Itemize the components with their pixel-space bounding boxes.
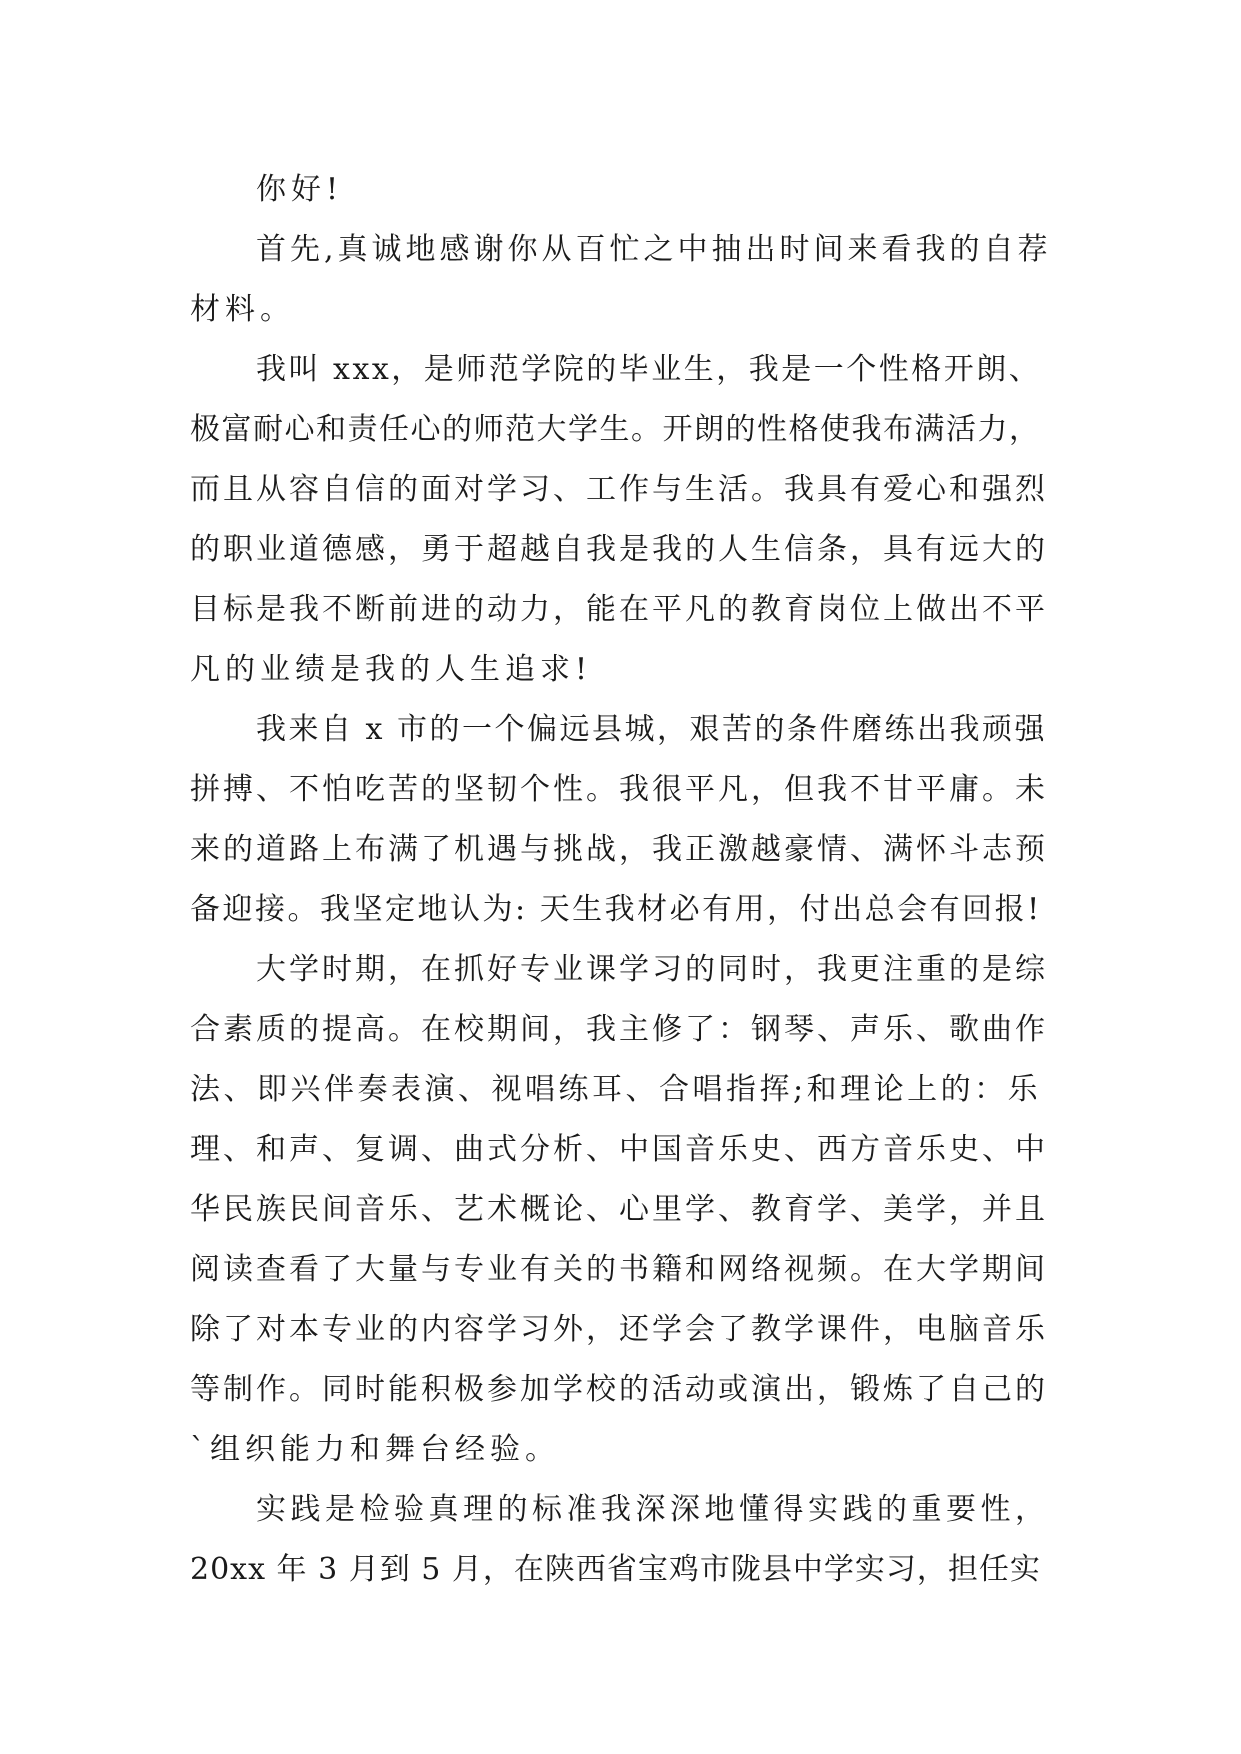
document-line: 来的道路上布满了机遇与挑战，我正激越豪情、满怀斗志预 bbox=[190, 832, 1048, 867]
document-line: 首先,真诚地感谢你从百忙之中抽出时间来看我的自荐 bbox=[256, 232, 1052, 267]
document-line: 华民族民间音乐、艺术概论、心里学、教育学、美学，并且 bbox=[190, 1192, 1048, 1227]
document-line: 你好! bbox=[256, 172, 344, 207]
document-line: 除了对本专业的内容学习外，还学会了教学课件，电脑音乐 bbox=[190, 1312, 1048, 1347]
document-line: 我叫 xxx，是师范学院的毕业生，我是一个性格开朗、 bbox=[256, 352, 1042, 387]
document-line: 法、即兴伴奏表演、视唱练耳、合唱指挥;和理论上的：乐 bbox=[190, 1072, 1042, 1107]
document-line: 目标是我不断前进的动力，能在平凡的教育岗位上做出不平 bbox=[190, 592, 1048, 627]
document-line: 阅读查看了大量与专业有关的书籍和网络视频。在大学期间 bbox=[190, 1252, 1048, 1287]
document-line: 实践是检验真理的标准我深深地懂得实践的重要性， bbox=[256, 1492, 1050, 1527]
document-line: 材料。 bbox=[190, 292, 295, 327]
document-line: 凡的业绩是我的人生追求! bbox=[190, 652, 593, 687]
document-line: 20xx 年 3 月到 5 月，在陕西省宝鸡市陇县中学实习，担任实 bbox=[190, 1552, 1041, 1587]
document-line: 备迎接。我坚定地认为: 天生我材必有用，付出总会有回报! bbox=[190, 892, 1042, 927]
document-line: 我来自 x 市的一个偏远县城，艰苦的条件磨练出我顽强 bbox=[256, 712, 1047, 747]
document-line: 理、和声、复调、曲式分析、中国音乐史、西方音乐史、中 bbox=[190, 1132, 1048, 1167]
document-line: 而且从容自信的面对学习、工作与生活。我具有爱心和强烈 bbox=[190, 472, 1048, 507]
document-body bbox=[190, 160, 1052, 1600]
document-line: 的职业道德感，勇于超越自我是我的人生信条，具有远大的 bbox=[190, 532, 1048, 567]
document-line: 大学时期，在抓好专业课学习的同时，我更注重的是综 bbox=[256, 952, 1048, 987]
document-line: 拼搏、不怕吃苦的坚韧个性。我很平凡，但我不甘平庸。未 bbox=[190, 772, 1048, 807]
document-line: `组织能力和舞台经验。 bbox=[190, 1432, 560, 1467]
document-line: 合素质的提高。在校期间，我主修了：钢琴、声乐、歌曲作 bbox=[190, 1012, 1048, 1047]
document-line: 等制作。同时能积极参加学校的活动或演出，锻炼了自己的 bbox=[190, 1372, 1048, 1407]
document-line: 极富耐心和责任心的师范大学生。开朗的性格使我布满活力， bbox=[190, 412, 1041, 447]
